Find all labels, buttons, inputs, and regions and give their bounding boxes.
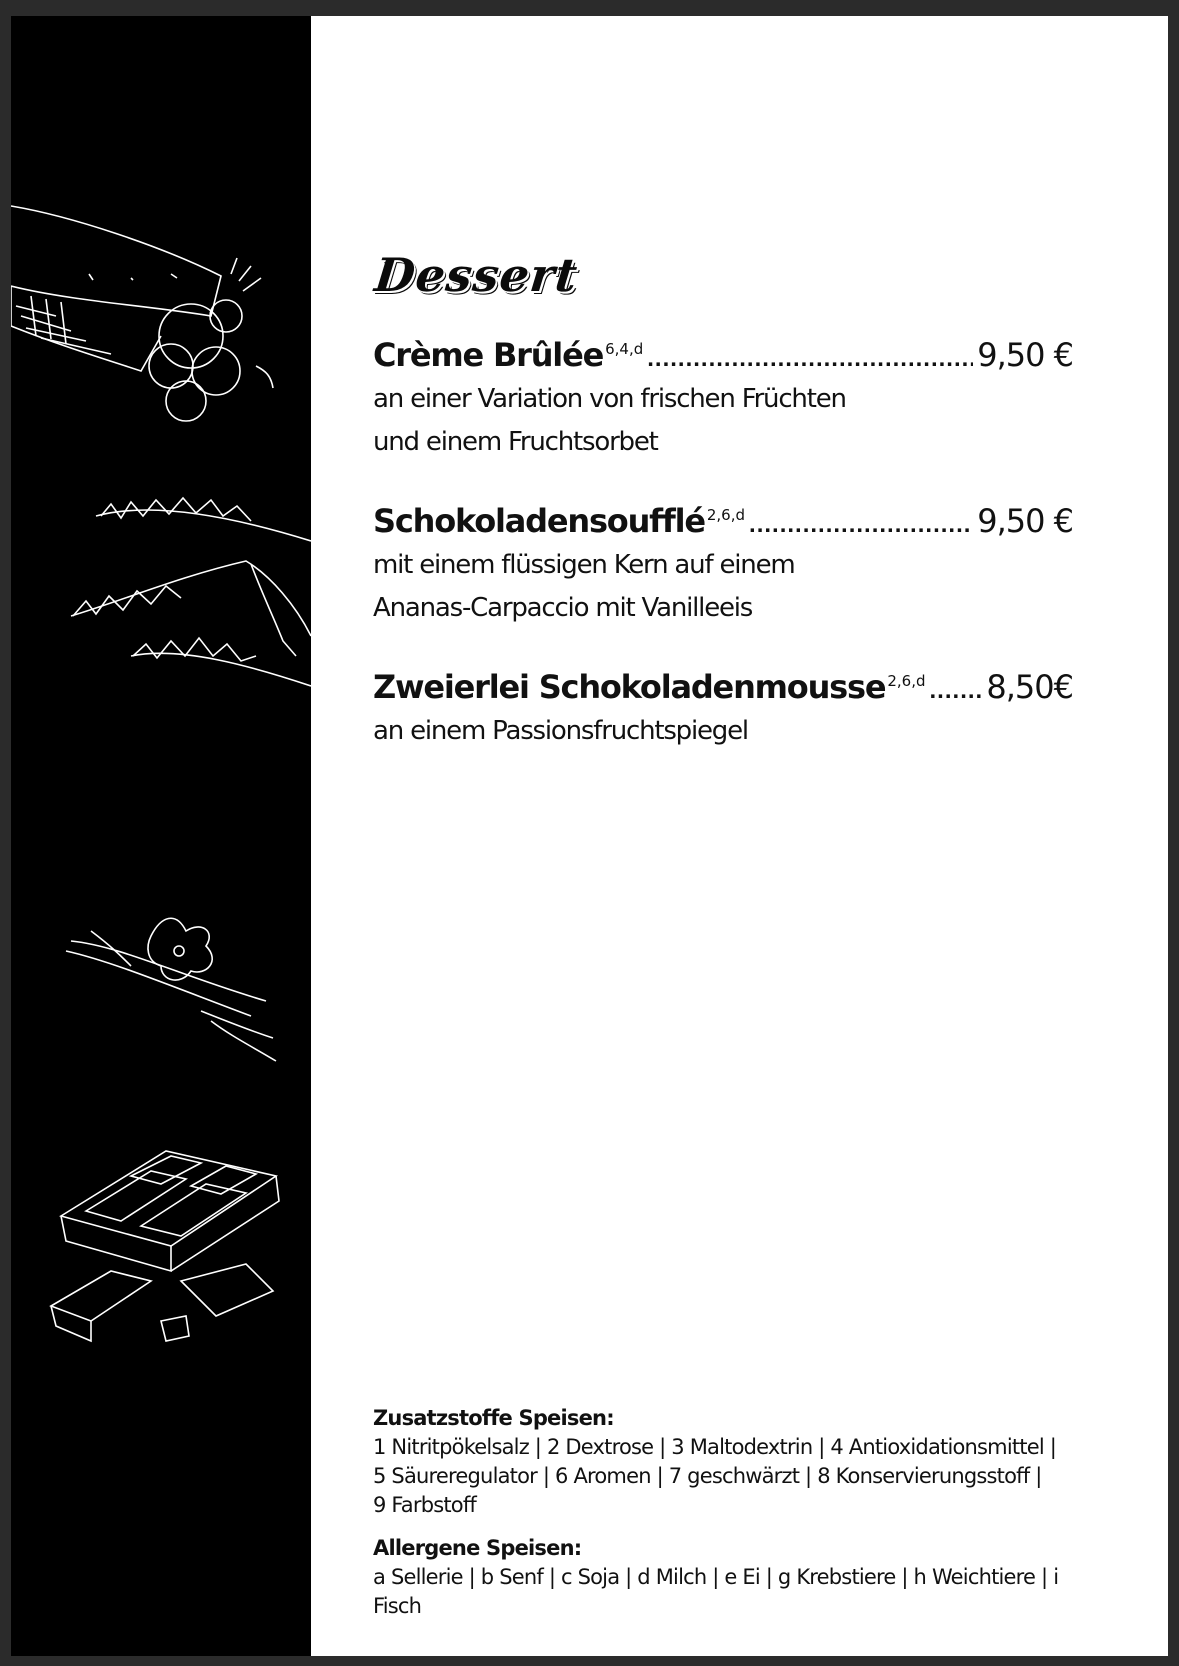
additives-line: 5 Säureregulator | 6 Aromen | 7 geschwärzt | 8 Konservierungsstoff | [373,1464,1042,1488]
item-name: Schokoladensoufflé $^{2,6,d}$ [373,502,746,540]
item-description-line: an einer Variation von frischen Früchten [373,384,846,414]
additives-heading: Zusatzstoffe Speisen: [373,1406,614,1430]
item-description-line: Ananas-Carpaccio mit Vanilleeis [373,593,753,623]
allergens-heading: Allergene Speisen: [373,1536,582,1560]
item-description-line: mit einem flüssigen Kern auf einem [373,550,795,580]
side-illustrations [11,16,311,1656]
menu-item [373,336,1073,464]
item-additives: 2,6,d [706,506,746,525]
item-additives: 6,4,d [605,340,644,359]
leader-dots [930,677,983,705]
menu-item [373,502,1073,630]
allergens-line: a Sellerie | b Senf | c Soja | d Milch | e Ei | g Krebstiere | h Weichtiere | i Fisch [373,1565,1059,1618]
allergens-legend [373,1534,1093,1621]
item-price: 8,50€ [986,668,1073,706]
section-title: Dessert [372,248,581,302]
item-description-line: an einem Passionsfruchtspiegel [373,716,748,746]
item-name: Crème Brûlée $^{6,4,d}$ [373,336,644,374]
leader-dots [749,511,973,539]
chocolate-bar-icon [51,1151,279,1341]
additives-line: 1 Nitritpökelsalz | 2 Dextrose | 3 Maltodextrin | 4 Antioxidationsmittel | [373,1435,1057,1459]
item-description [373,544,1073,630]
additives-line: 9 Farbstoff [373,1493,477,1517]
item-description [373,378,1073,464]
additives-legend [373,1404,1093,1520]
item-additives: 2,6,d [887,672,926,691]
menu-footer [373,1404,1093,1635]
item-description-line: und einem Fruchtsorbet [373,427,658,457]
flower-bouquet-icon [11,206,273,421]
item-name: Zweierlei Schokoladenmousse $^{2,6,d}$ [373,668,926,706]
arugula-leaves-icon [71,498,311,686]
leader-dots [647,345,973,373]
menu-item [373,668,1073,753]
decorative-side-panel [11,16,311,1656]
item-price: 9,50 € [977,336,1073,374]
menu-page [11,16,1168,1656]
item-price: 9,50 € [977,502,1073,540]
vanilla-flower-icon [66,918,276,1061]
item-description [373,710,1073,753]
